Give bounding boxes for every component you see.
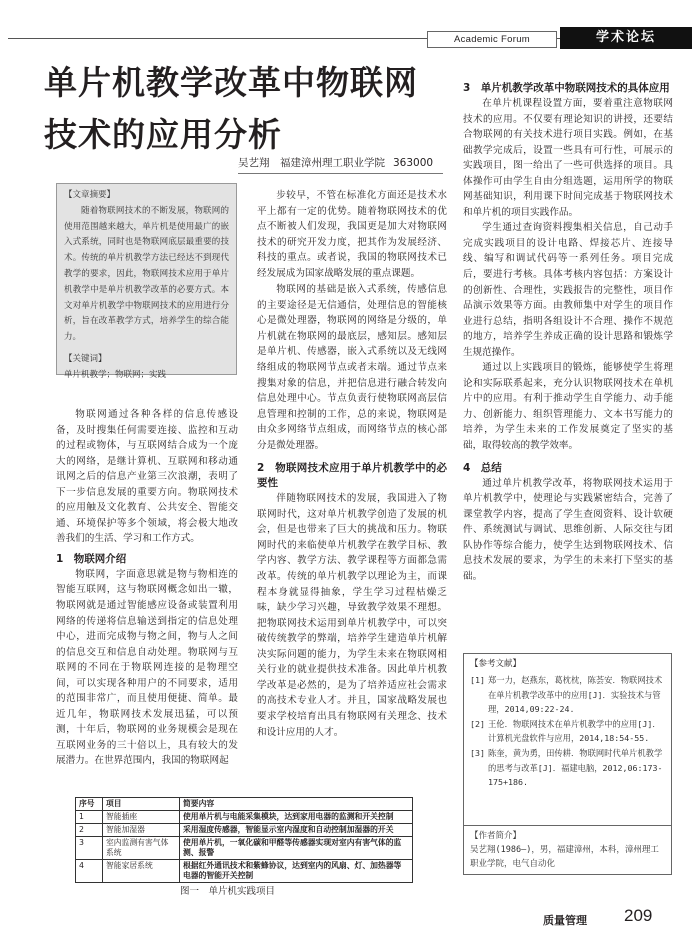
article-title-line-2: 技术的应用分析 [44, 115, 282, 154]
cell-no: 2 [76, 824, 103, 837]
table-row [76, 824, 413, 837]
column-2 [257, 188, 447, 740]
header-item: 项目 [103, 798, 180, 811]
author-rule [238, 173, 443, 174]
reference-text: 王伦．物联网技术在单片机教学中的应用[J]．计算机光盘软件与应用，2014,18:54-55. [488, 718, 661, 744]
header-no: 序号 [76, 798, 103, 811]
column-3 [463, 81, 673, 584]
reference-item [470, 746, 666, 790]
reference-text: 郑一力，赵燕东，葛枕枕，陈荟安．物联网技术在单片机教学改革中的应用[J]．实验技术与管理，2014,09:22-24. [488, 675, 663, 715]
table-row [76, 837, 413, 860]
cell-desc: 采用湿度传感器，智能显示室内湿度和自动控制加湿器的开关 [180, 824, 413, 837]
cell-desc: 使用单片机与电能采集模块，达到家用电器的监测和开关控制 [180, 811, 413, 824]
abstract-label: 【文章摘要】 [64, 190, 116, 200]
author-line [238, 155, 433, 170]
section-label: Academic Forum [427, 31, 557, 48]
table-row [76, 860, 413, 883]
header-desc: 简要内容 [180, 798, 413, 811]
journal-name: 质量管理 [543, 914, 587, 927]
section-3-paragraph-3: 通过以上实践项目的锻炼，能够使学生将理论和实际联系起来，充分认识物联网技术在单机片中的应用。有利于推动学生自学能力、动手能力、创新能力、组织管理能力、文本书写能力的培养，为学生未来的工作发展奠定了坚实的基础，取得较高的教学效率。 [463, 362, 673, 452]
col2-paragraph-1: 步较早，不管在标准化方面还是技术水平上都有一定的优势。随着物联网技术的优点不断被人们发现，我国更是加大对物联网技术的研究开发力度，把其作为发展经济、科技的重点。或者说，我国的物联网技术已经发展成为国家战略发展的重点课题。 [257, 190, 447, 279]
heading-3: 3 单片机教学改革中物联网技术的具体应用 [463, 82, 670, 94]
col2-paragraph-2: 物联网的基础是嵌入式系统，传感信息的主要途径是无信通信，处理信息的智能核心是微处理器，物联网的网络是分级的，单片机就在物联网的最底层，感知层。感知层是单片机、传感器，嵌入式系统以及无线网络组成的物联网节点或者末端。通过节点来搜集对象的信息，并把信息进行融合转发向信息处理中心。节点负责行使物联网高层信息管理和控制的工作，总的来说，物联网是由众多网络节点组成，而网络节点的核心部分是微处理器。 [257, 284, 447, 451]
section-4-paragraph: 通过单片机教学改革，将物联网技术运用于单片机教学中，使理论与实践紧密结合，完善了课堂教学内容，提高了学生查阅资料、设计软硬件、系统测试与调试、思维创新、人际交往与团队协作等综合能力，使学生达到物联网技术、信息技术发展的要求，为学生的未来打下坚实的基础。 [463, 477, 673, 582]
article-title-line-1: 单片机教学改革中物联网 [44, 63, 418, 102]
cell-no: 3 [76, 837, 103, 860]
cell-item: 智能插座 [103, 811, 180, 824]
section-3-paragraph-2: 学生通过查询资料搜集相关信息，自己动手完成实践项目的设计电路、焊接芯片、连接导线、编写和调试代码等一系列任务。项目完成后，要进行考核。具体考核内容包括：方案设计的创新性、合理性，实践报告的完整性，项目作品演示效果等方面。由教师集中对学生的项目作业进行总结，指明各组设计不合理、操作不规范的地方，培养学生养成正确的设计思路和锻炼学生规范操作。 [463, 222, 673, 358]
cell-item: 室内监测有害气体系统 [103, 837, 180, 860]
cell-desc: 根据红外通讯技术和紫蜂协议，达到室内的风扇、灯、加热器等电器的智能开关控制 [180, 860, 413, 883]
heading-4: 4 总结 [463, 461, 502, 474]
reference-number: [3] [470, 747, 485, 758]
author-bio-box [463, 825, 672, 875]
cell-item: 智能加湿器 [103, 824, 180, 837]
abstract-box [56, 183, 237, 380]
author-bio-label: 【作者简介】 [470, 831, 522, 841]
heading-2: 2 物联网技术应用于单片机教学中的必要性 [257, 462, 447, 490]
cell-no: 1 [76, 811, 103, 824]
reference-text: 陈奎，黄为勇，田传耕．物联网时代单片机教学的思考与改革[J]．福建电脑，2012,06:173-175+186. [488, 747, 663, 788]
section-tag: 学术论坛 [560, 27, 692, 49]
references-label: 【参考文献】 [470, 659, 522, 669]
project-table [75, 797, 413, 883]
references-list [470, 673, 666, 790]
section-2-paragraph: 伴随物联网技术的发展，我国进入了物联网时代，这对单片机教学创造了发展的机会，但是也带来了巨大的挑战和压力。物联网时代的来临使单片机教学在教学目标、教学内容、教学方法、教学课程等方面都急需改革。传统的单片机教学以理论为主，而课程本身就显得抽象，学生学习过程枯燥乏味，缺少学习兴趣，导致教学效果不理想。把物联网技术运用到单片机教学中，可以突破传统教学的弊端，培养学生建造单片机解决实际问题的能力，为学生未来在物联网相关行业的就业提供技术准备。因此单片机教学改革是必然的，是为了培养适应社会需求的高技术专业人才。并且，国家战略发展也要求学校培育出具有物联网有关理念、技术和设计应用的人才。 [257, 493, 447, 738]
table-row [76, 811, 413, 824]
column-1 [56, 407, 238, 769]
postcode: 363000 [393, 157, 434, 169]
page-number: 209 [624, 906, 653, 925]
reference-number: [2] [470, 718, 485, 729]
figure-caption: 图一 单片机实践项目 [180, 886, 276, 897]
cell-no: 4 [76, 860, 103, 883]
intro-paragraph: 物联网通过各种各样的信息传感设备，及时搜集任何需要连接、监控和互动的过程或物体，与互联网结合成为一个庞大的网络，是继计算机、互联网和移动通讯网之后的信息产业第三次浪潮，表明了下一步信息发展的重要方向。物联网技术的应用触及文化教育、公共安全、智能交通、环境保护等多个领域，将会极大地改善我们的生活、学习和工作方式。 [56, 409, 238, 545]
keywords: 单片机教学；物联网；实践 [64, 369, 167, 380]
cell-desc: 使用单片机，一氧化碳和甲醛等传感器实现对室内有害气体的监测、报警 [180, 837, 413, 860]
abstract-body: 随着物联网技术的不断发展，物联网的使用范围越来越大，单片机是使用最广的嵌入式系统，同时也是物联网底层最重要的技术。传统的单片机教学方法已经达不到现代教学的要求，因此，物联网技术应用于单片机教学中是单片机教学改革的必要方式。本文对单片机教学中物联网技术的应用进行分析，旨在改革教学方式，培养学生的综合能力。 [64, 205, 229, 343]
section-3-paragraph-1: 在单片机课程设置方面，要着重注意物联网技术的应用。不仅要有理论知识的讲授，还要结合物联网的有关技术进行项目实践。例如，在基础教学完成后，设置一些具有可行性，可展示的实践项目，图一给出了一些可供选择的项目。具体操作可由学生自由分组选题，运用所学的物联网基础知识，利用课下时间完成基于物联网技术和单片机的项目实践作品。 [463, 98, 673, 218]
references-box [463, 653, 672, 831]
reference-item [470, 673, 666, 717]
section-1-paragraph: 物联网，字面意思就是物与物相连的智能互联网，这与物联网概念如出一辙，物联网就是通过智能感应设备或装置利用网络的传递将信息输送到指定的信息处理中心，进而完成物与物之间，物与人之间的信息交互和信息自动处理。物联网与互联网的不同在于物联网连接的是物理空间，可以实现各种用户的不同要求，适用的范围非常广，而且使用便捷、简单。最近几年，物联网技术发展迅猛，可以预测，十年后，物联网的业务规模会是现在互联网业务的三十倍以上，具有较大的发展潜力。在世界范围内，我国的物联网起 [56, 568, 238, 767]
author-bio-text: 吴艺翔(1986—)，男，福建漳州，本科，漳州理工职业学院，电气自动化 [470, 845, 659, 869]
keywords-label: 【关键词】 [64, 353, 107, 364]
cell-item: 智能家居系统 [103, 860, 180, 883]
reference-item [470, 717, 666, 746]
author-affiliation: 吴艺翔 福建漳州理工职业学院 [238, 157, 385, 169]
heading-1: 1 物联网介绍 [56, 552, 127, 565]
reference-number: [1] [470, 675, 485, 685]
table-header-row [76, 798, 413, 811]
